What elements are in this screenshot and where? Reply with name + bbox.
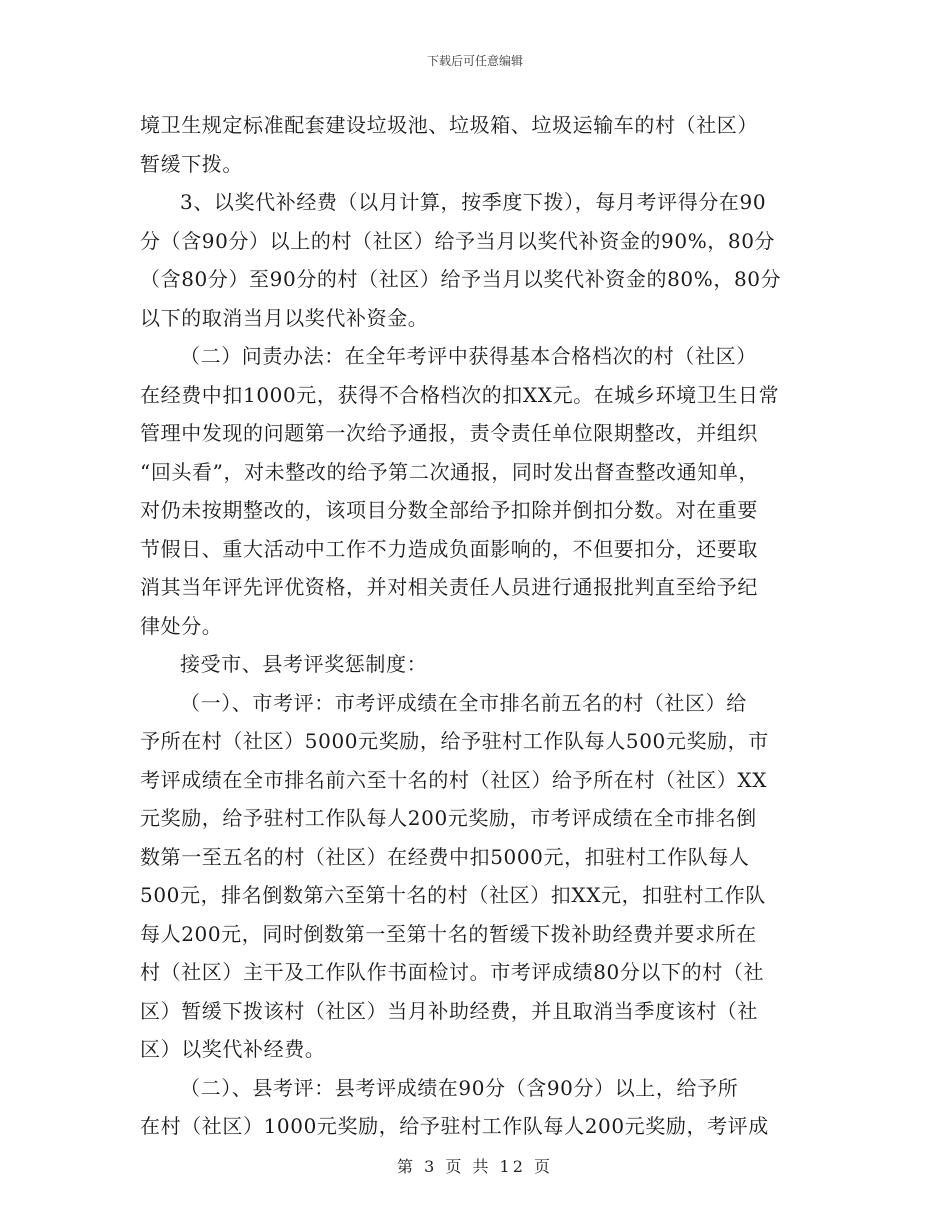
text-line: 在村（社区）1000元奖励，给予驻村工作队每人200元奖励，考评成 <box>140 1114 769 1138</box>
text-line: （一）、市考评：市考评成绩在全市排名前五名的村（社区）给 <box>180 690 747 715</box>
text-line: 对仍未按期整改的，该项目分数全部给予扣除并倒扣分数。对在重要 <box>140 498 758 522</box>
text-line: 在经费中扣1000元，获得不合格档次的扣XX元。在城乡环境卫生日常 <box>140 382 780 407</box>
page-header: 下载后可任意编辑 <box>426 54 523 68</box>
text-line: 暂缓下拨。 <box>140 151 243 176</box>
text-line: 予所在村（社区）5000元奖励，给予驻村工作队每人500元奖励，市 <box>140 729 769 753</box>
text-line: 区）以奖代补经费。 <box>140 1037 326 1061</box>
text-line: 分（含90分）以上的村（社区）给予当月以奖代补资金的90%，80分 <box>140 228 776 253</box>
text-line: 以下的取消当月以奖代补资金。 <box>140 305 429 330</box>
text-line: 每人200元，同时倒数第一至第十名的暂缓下拨补助经费并要求所在 <box>140 921 757 946</box>
text-line: 节假日、重大活动中工作不力造成负面影响的，不但要扣分，还要取 <box>140 536 758 561</box>
text-line: （二）问责办法：在全年考评中获得基本合格档次的村（社区） <box>180 344 757 368</box>
text-line: （含80分）至90分的村（社区）给予当月以奖代补资金的80%，80分 <box>140 267 782 291</box>
text-line: 律处分。 <box>140 613 223 638</box>
text-line: 区）暂缓下拨该村（社区）当月补助经费，并且取消当季度该村（社 <box>140 998 758 1023</box>
text-line: 500元，排名倒数第六至第十名的村（社区）扣XX元，扣驻村工作队 <box>140 883 766 907</box>
text-line: 接受市、县考评奖惩制度： <box>180 652 428 676</box>
text-line: 考评成绩在全市排名前六至十名的村（社区）给予所在村（社区）XX <box>140 767 768 792</box>
text-line: 村（社区）主干及工作队作书面检讨。市考评成绩80分以下的村（社 <box>140 960 765 984</box>
document-body <box>140 106 820 1146</box>
text-line: 管理中发现的问题第一次给予通报，责令责任单位限期整改，并组织 <box>140 421 758 445</box>
text-line: 消其当年评先评优资格，并对相关责任人员进行通报批判直至给予纪 <box>140 575 758 599</box>
text-line: 数第一至五名的村（社区）在经费中扣5000元，扣驻村工作队每人 <box>140 844 750 869</box>
text-line: “回头看”，对未整改的给予第二次通报，同时发出督查整改通知单， <box>140 459 760 484</box>
text-line: 3、以奖代补经费（以月计算，按季度下拨），每月考评得分在90 <box>180 190 767 214</box>
text-line: 元奖励，给予驻村工作队每人200元奖励，市考评成绩在全市排名倒 <box>140 806 757 830</box>
text-line: （二）、县考评：县考评成绩在90分（含90分）以上，给予所 <box>180 1075 739 1100</box>
text-line: 境卫生规定标准配套建设垃圾池、垃圾箱、垃圾运输车的村（社区） <box>140 113 758 137</box>
page-footer: 第 3 页 共 12 页 <box>397 1157 553 1176</box>
